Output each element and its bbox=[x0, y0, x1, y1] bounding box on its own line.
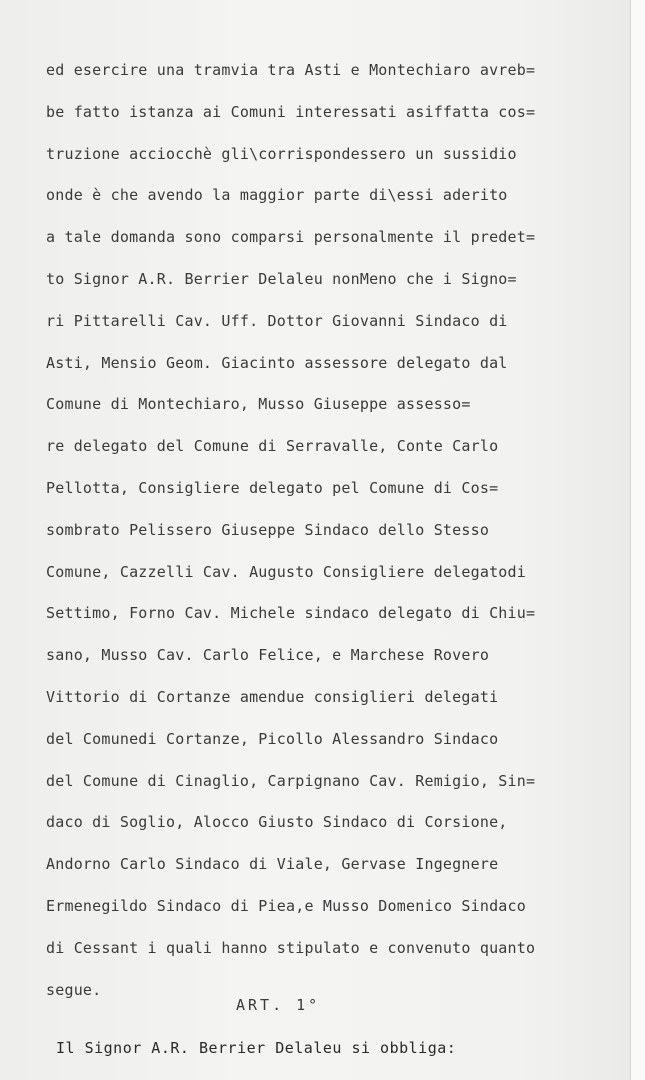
text-line: del Comunedi Cortanze, Picollo Alessandro Sindaco bbox=[46, 729, 499, 748]
text-line: ed esercire una tramvia tra Asti e Montechiaro avreb= bbox=[46, 61, 536, 79]
text-line: daco di Soglio, Alocco Giusto Sindaco di Corsione, bbox=[46, 813, 508, 832]
closing-line: Il Signor A.R. Berrier Delaleu si obbliga: bbox=[56, 1039, 457, 1057]
article-heading: ART. 1° bbox=[236, 996, 321, 1014]
text-line: Andorno Carlo Sindaco di Viale, Gervase Ingegnere bbox=[46, 855, 499, 874]
text-line: Settimo, Forno Cav. Michele sindaco delegato di Chiu= bbox=[46, 604, 536, 623]
text-line: sombrato Pelissero Giuseppe Sindaco dello Stesso bbox=[46, 520, 490, 539]
text-line: re delegato del Comune di Serravalle, Conte Carlo bbox=[46, 437, 499, 456]
text-line: Comune di Montechiaro, Musso Giuseppe assesso= bbox=[46, 395, 471, 414]
text-line: del Comune di Cinaglio, Carpignano Cav. Remigio, Sin= bbox=[46, 771, 536, 790]
text-line: a tale domanda sono comparsi personalmente il predet= bbox=[46, 228, 536, 247]
text-line: onde è che avendo la maggior parte di\essi aderito bbox=[46, 186, 508, 205]
text-line: segue. bbox=[46, 980, 102, 999]
text-line: ri Pittarelli Cav. Uff. Dottor Giovanni Sindaco di bbox=[46, 311, 508, 330]
text-line: be fatto istanza ai Comuni interessati asiffatta cos= bbox=[46, 102, 536, 121]
text-line: Pellotta, Consigliere delegato pel Comune di Cos= bbox=[46, 478, 499, 497]
text-line: Vittorio di Cortanze amendue consiglieri delegati bbox=[46, 687, 499, 706]
page-edge bbox=[630, 0, 645, 1080]
text-line: di Cessant i quali hanno stipulato e convenuto quanto bbox=[46, 938, 536, 957]
text-line: sano, Musso Cav. Carlo Felice, e Marchese Rovero bbox=[46, 646, 490, 665]
text-line: Comune, Cazzelli Cav. Augusto Consigliere delegatodi bbox=[46, 562, 526, 581]
text-line: truzione acciocchè gli\corrispondessero un sussidio bbox=[46, 144, 517, 163]
text-line: Ermenegildo Sindaco di Piea,e Musso Domenico Sindaco bbox=[46, 896, 526, 915]
text-line: to Signor A.R. Berrier Delaleu nonMeno che i Signo= bbox=[46, 269, 517, 288]
text-line: Asti, Mensio Geom. Giacinto assessore delegato dal bbox=[46, 353, 508, 372]
body-text bbox=[46, 60, 606, 1021]
